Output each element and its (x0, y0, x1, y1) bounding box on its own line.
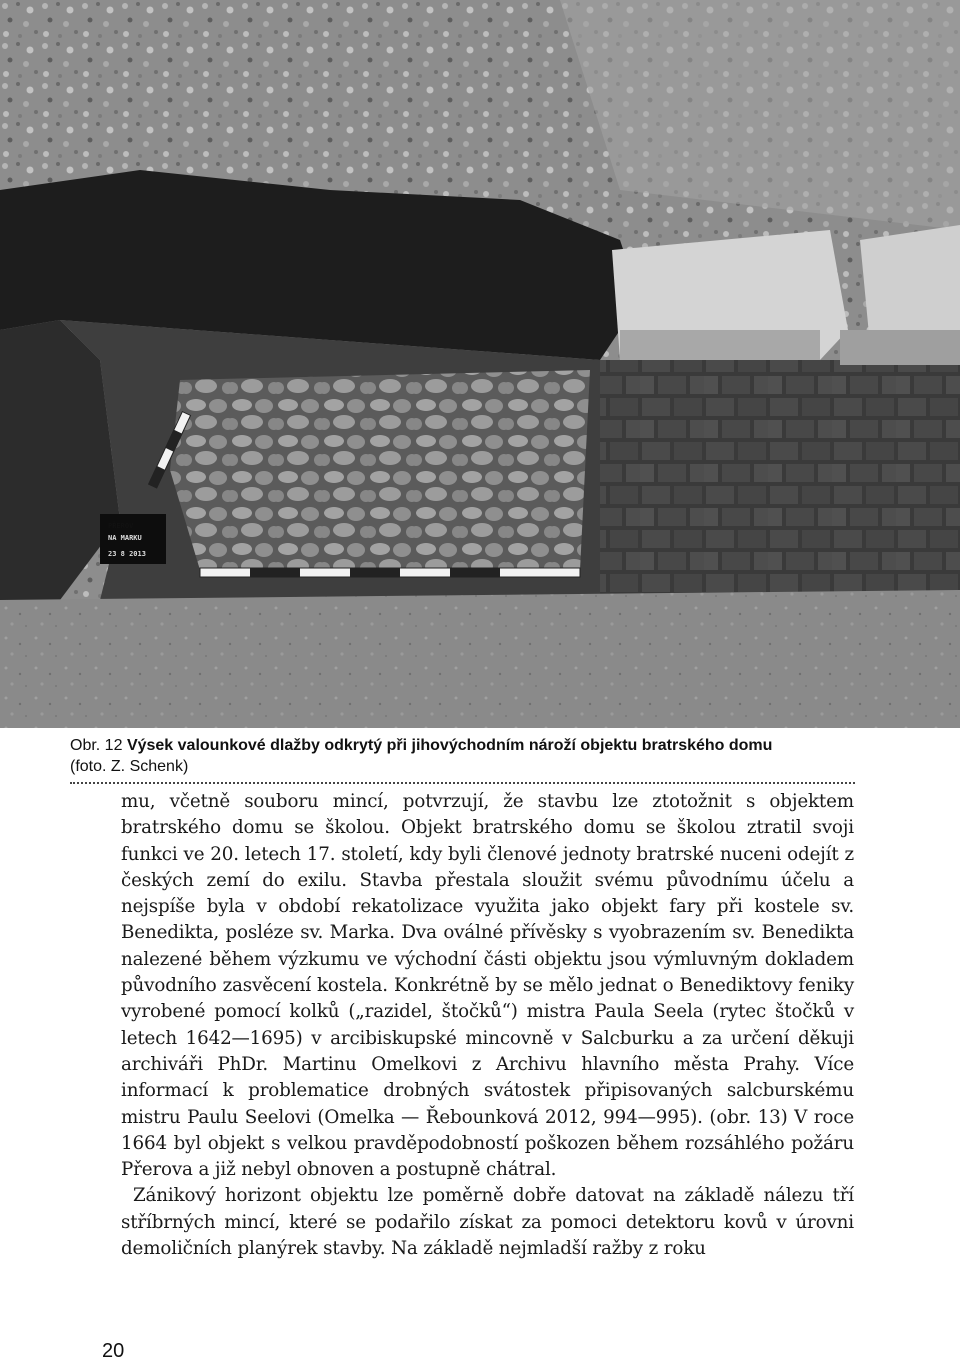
photo-label-site: PŘEROV (108, 522, 134, 530)
photo-label-place: NA MARKU (108, 534, 142, 542)
paragraph-2: Zánikový horizont objektu lze poměrně dobře datovat na základě nálezu tří stříbrných mincí, které se podařilo získat za pomoci detektoru kovů v úrovni demoličních planýrek stavby. Na základě nejmladší ražby z roku (121, 1185, 854, 1260)
figure-caption (70, 735, 870, 777)
figure-title: Výsek valounkové dlažby odkrytý při jihovýchodním nároží objektu bratrského domu (126, 737, 773, 754)
article-body (121, 789, 854, 1262)
figure-number: Obr. 12 (70, 737, 123, 754)
page-number: 20 (102, 1340, 125, 1362)
paragraph-1: mu, včetně souboru mincí, potvrzují, že stavbu lze ztotožnit s objektem bratrského domu se školou. Objekt bratrského domu se školou ztratil svoji funkci ve 20. letech 17. století, kdy byli členové jednoty bratrské nuceni odejít z českých zemí do exilu. Stavba přestala sloužit svému původnímu účelu a nejspíše byla v období rekatolizace využita jako objekt fary při kostele sv. Benedikta, posléze sv. Marka. Dva oválné přívěsky s vyobrazením sv. Benedikta nalezené během výzkumu ve východní části objektu jsou výmluvným dokladem původního zasvěcení kostela. Konkrétně by se mělo jednat o Benediktovy feniky vyrobené pomocí kolků („razidel, štočků“) mistra Paula Seela (rytec štočků v letech 1642—1695) v arcibiskupské mincovně v Salcburku a za určení děkuji archiváři PhDr. Martinu Omelkovi z Archivu hlavního města Prahy. Více informací k problematice drobných svátostek připisovaných salcburskému mistru Paulu Seelovi (Omelka — Řebounková 2012, 994—995). (obr. 13) V roce 1664 byl objekt s velkou pravděpodobností poškozen během rozsáhlého požáru Přerova a již nebyl obnoven a postupně chátral. (121, 791, 854, 1181)
figure-credit: (foto. Z. Schenk) (70, 758, 189, 775)
caption-divider (70, 782, 855, 784)
photo-label-date: 23 8 2013 (108, 550, 146, 558)
